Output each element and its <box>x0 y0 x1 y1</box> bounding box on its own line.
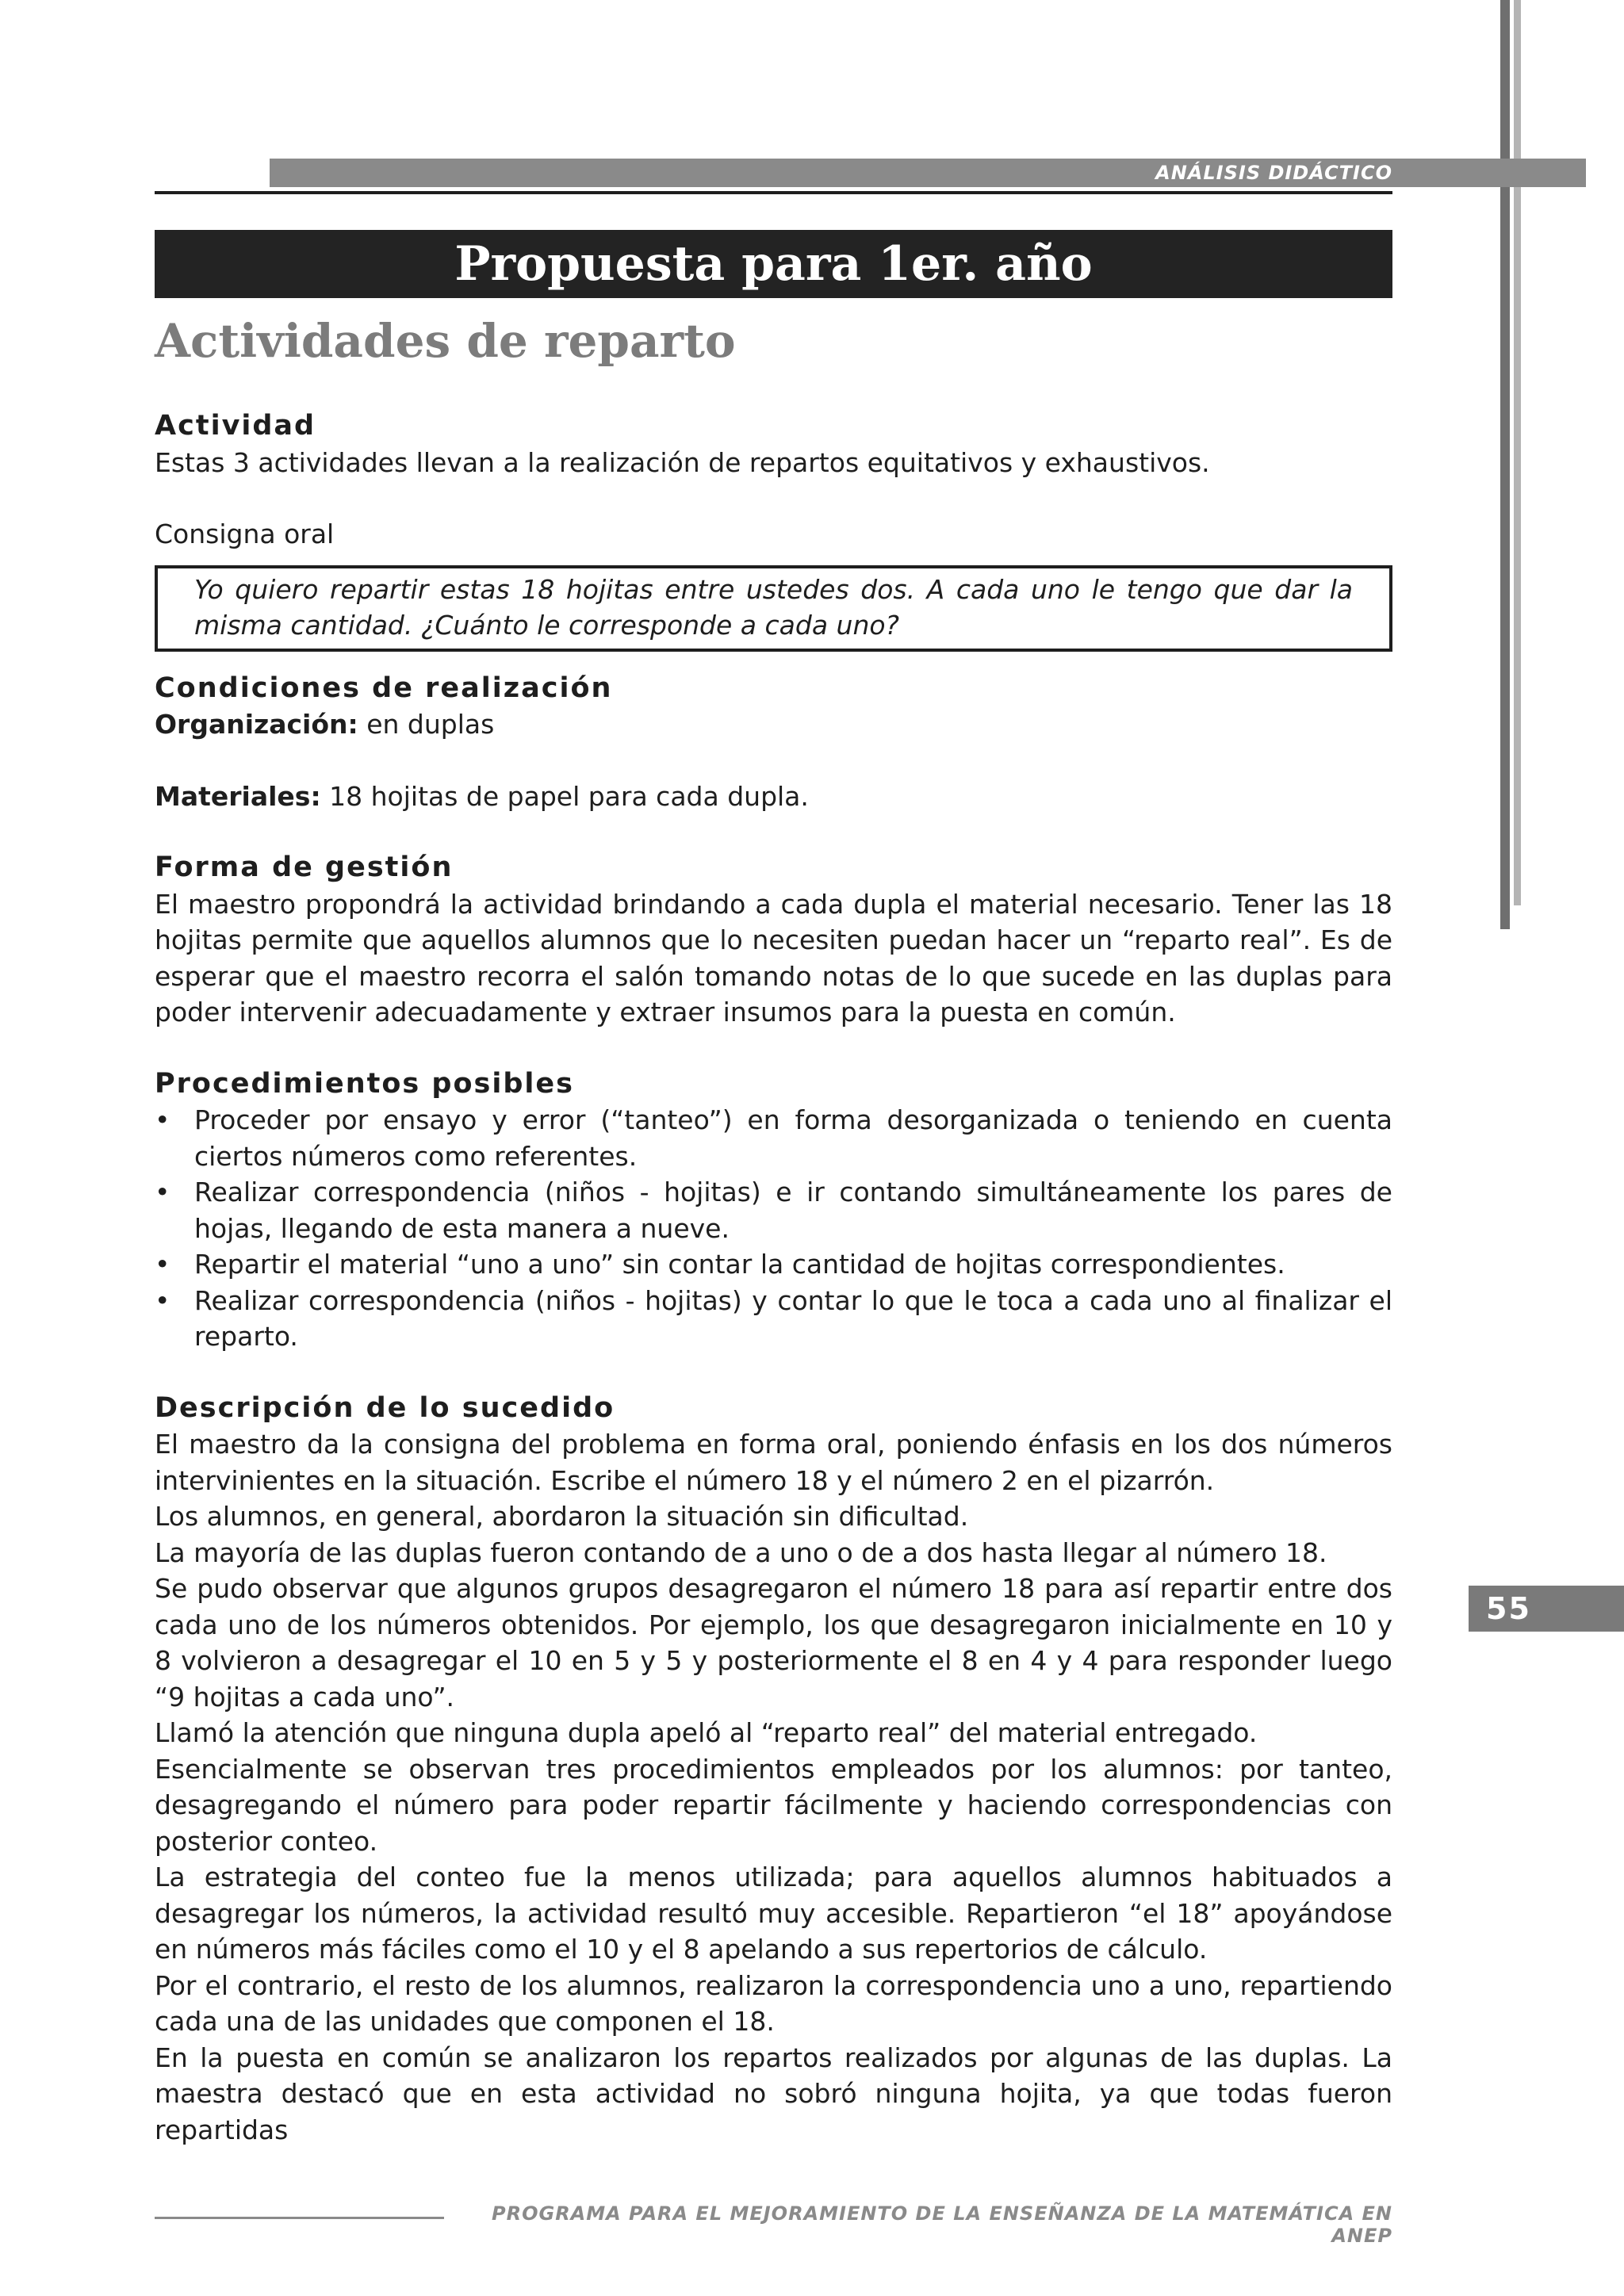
descripcion-paragraph: Por el contrario, el resto de los alumnos, realizaron la correspondencia uno a uno, repartiendo cada una de las unidades que componen el 18. <box>155 1969 1392 2037</box>
footer-rule <box>155 2217 444 2219</box>
descripcion-paragraph: La mayoría de las duplas fueron contando de a uno o de a dos hasta llegar al número 18. <box>155 1536 1327 1568</box>
condiciones-heading: Condiciones de realización <box>155 672 613 704</box>
page-title: Propuesta para 1er. año <box>155 230 1392 298</box>
descripcion-paragraph: Se pudo observar que algunos grupos desagregaron el número 18 para así repartir entre dos cada uno de los números obtenidos. Por ejemplo, los que desagregaron inicialmente en 10 y 8 volvieron a desagregar el 10 en 5 y 5 y posteriormente el 8 en 4 y 4 para responder luego “9 hojitas a cada uno”. <box>155 1573 1392 1712</box>
list-item: • Realizar correspondencia (niños - hojitas) e ir contando simultáneamente los pares de hojas, llegando de esta manera a nueve. <box>155 1174 1392 1246</box>
bullet-icon: • <box>155 1177 170 1207</box>
materiales-value: 18 hojitas de papel para cada dupla. <box>320 780 809 812</box>
descripcion-paragraph: Esencialmente se observan tres procedimientos empleados por los alumnos: por tanteo, desagregando el número para poder repartir fácilmente y haciendo correspondencias con posterior conteo. <box>155 1753 1392 1857</box>
bullet-icon: • <box>155 1104 170 1135</box>
descripcion-paragraph: El maestro da la consigna del problema en forma oral, poniendo énfasis en los dos números intervinientes en la situación. Escribe el número 18 y el número 2 en el pizarrón. <box>155 1429 1392 1496</box>
actividad-text: Estas 3 actividades llevan a la realización de repartos equitativos y exhaustivos. <box>155 446 1210 478</box>
document-body <box>155 408 1392 2148</box>
materiales-line <box>155 779 1392 815</box>
section-label: ANÁLISIS DIDÁCTICO <box>1155 162 1392 184</box>
materiales-label: Materiales: <box>155 780 321 812</box>
descripcion-paragraph: En la puesta en común se analizaron los repartos realizados por algunas de las duplas. La maestra destacó que en esta actividad no sobró ninguna hojita, ya que todas fueron repartidas <box>155 2042 1392 2145</box>
footer-text: PROGRAMA PARA EL MEJORAMIENTO DE LA ENSEÑANZA DE LA MATEMÁTICA EN ANEP <box>492 2202 1392 2247</box>
consigna-label: Consigna oral <box>155 519 335 549</box>
margin-vertical-bar-light <box>1514 0 1521 905</box>
consigna-quote: Yo quiero repartir estas 18 hojitas entre ustedes dos. A cada uno le tengo que dar la misma cantidad. ¿Cuánto le corresponde a cada uno? <box>194 573 1353 641</box>
descripcion-paragraph: La estrategia del conteo fue la menos utilizada; para aquellos alumnos habituados a desagregar los números, la actividad resultó muy accesible. Repartieron “el 18” apoyándose en números más fáciles como el 10 y el 8 apelando a sus repertorios de cálculo. <box>155 1862 1392 1965</box>
consigna-quote-box <box>155 565 1392 652</box>
descripcion-paragraph: Llamó la atención que ninguna dupla apeló al “reparto real” del material entregado. <box>155 1717 1258 1748</box>
list-item: • Realizar correspondencia (niños - hojitas) y contar lo que le toca a cada uno al finalizar el reparto. <box>155 1283 1392 1355</box>
procedimientos-heading: Procedimientos posibles <box>155 1067 574 1100</box>
list-item: • Proceder por ensayo y error (“tanteo”) en forma desorganizada o teniendo en cuenta ciertos números como referentes. <box>155 1102 1392 1174</box>
bullet-icon: • <box>155 1284 170 1316</box>
descripcion-paragraph: Los alumnos, en general, abordaron la situación sin dificultad. <box>155 1501 969 1532</box>
page-subtitle: Actividades de reparto <box>155 314 736 368</box>
gestion-text: El maestro propondrá la actividad brindando a cada dupla el material necesario. Tener las 18 hojitas permite que aquellos alumnos que lo necesiten puedan hacer un “reparto real”. Es de esperar que el maestro recorra el salón tomando notas de lo que sucede en las duplas para poder intervenir adecuadamente y extraer insumos para la puesta en común. <box>155 888 1392 1027</box>
organizacion-value: en duplas <box>358 709 495 740</box>
page-number: 55 <box>1469 1586 1624 1632</box>
descripcion-heading: Descripción de lo sucedido <box>155 1391 615 1424</box>
gestion-heading: Forma de gestión <box>155 851 454 883</box>
actividad-heading: Actividad <box>155 410 316 442</box>
procedimientos-list <box>155 1102 1392 1355</box>
margin-vertical-bar-dark <box>1500 0 1510 929</box>
organizacion-line <box>155 706 1392 743</box>
header-rule <box>155 191 1392 194</box>
organizacion-label: Organización: <box>155 709 358 740</box>
list-item: • Repartir el material “uno a uno” sin contar la cantidad de hojitas correspondientes. <box>155 1246 1392 1283</box>
bullet-icon: • <box>155 1249 170 1280</box>
